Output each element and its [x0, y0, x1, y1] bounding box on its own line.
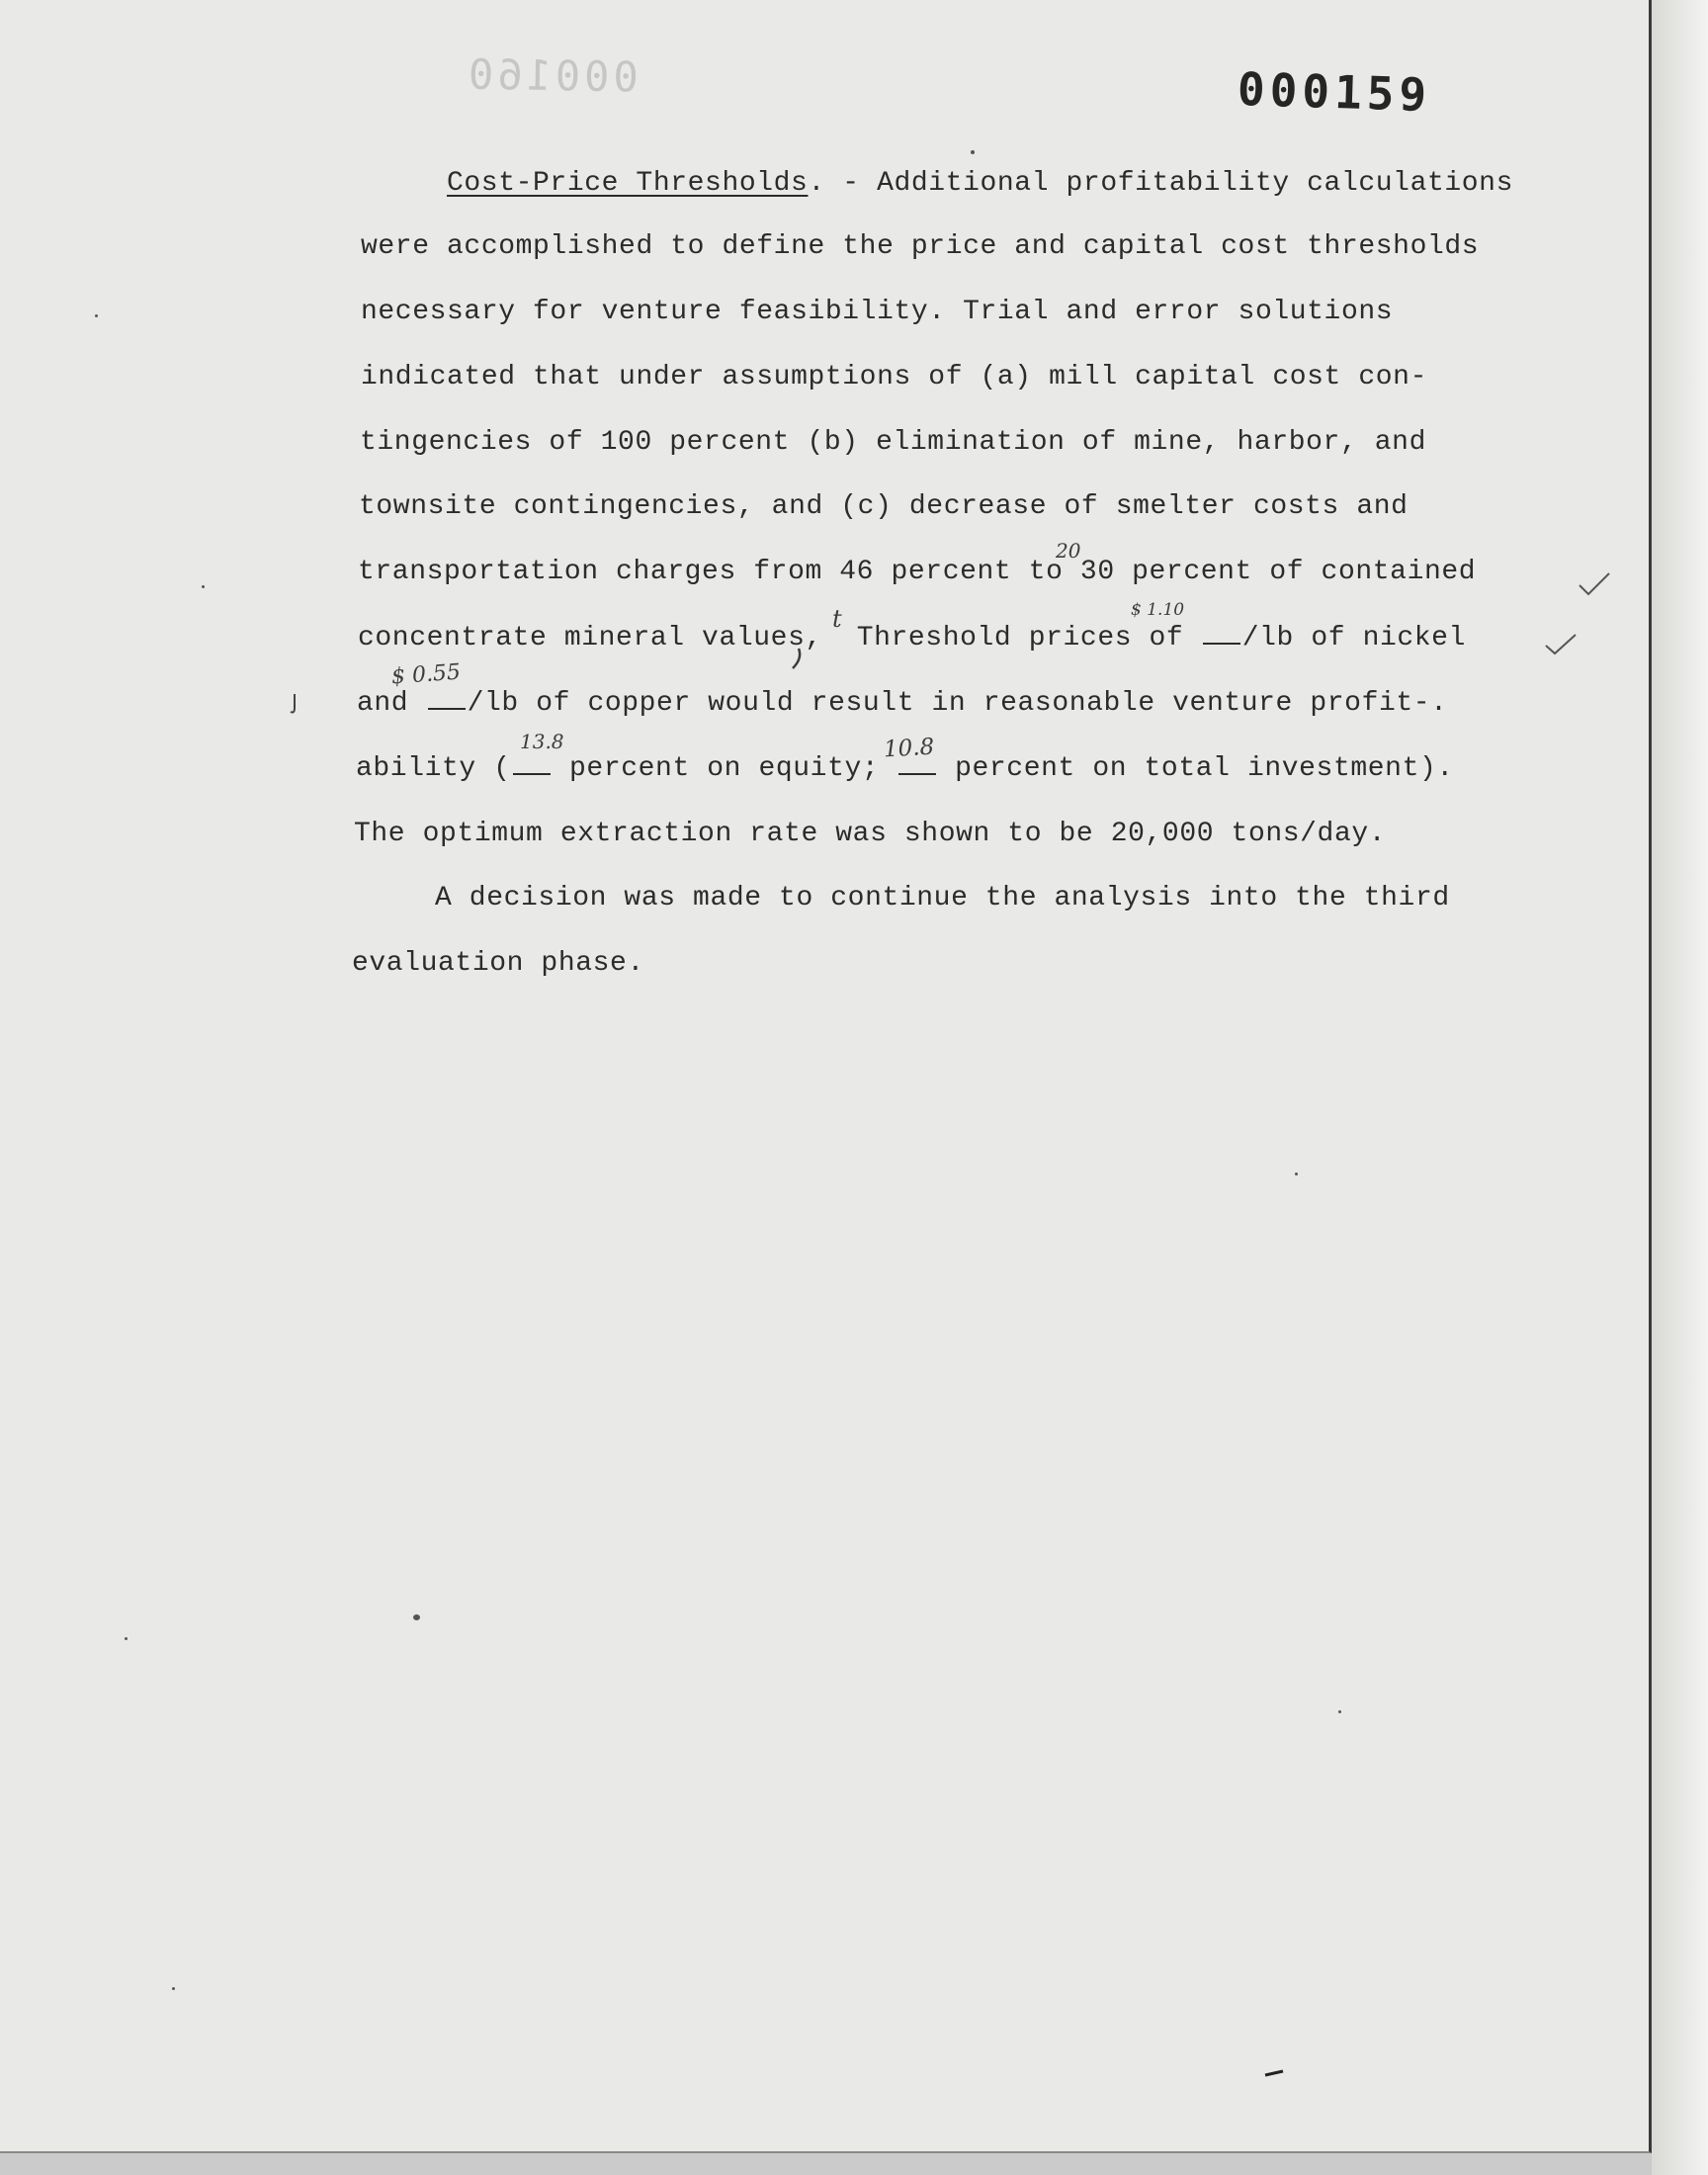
- line-4: indicated that under assumptions of (a) mill capital cost con-: [361, 362, 1427, 392]
- line-5: tingencies of 100 percent (b) elimination of mine, harbor, and: [360, 427, 1426, 458]
- investment-percent-blank: [898, 767, 936, 775]
- line-2: were accomplished to define the price and capital cost thresholds: [361, 231, 1480, 262]
- handwritten-revised-percent: 20: [1056, 539, 1081, 563]
- check-mark-icon: [1578, 571, 1611, 597]
- line-12: A decision was made to continue the analysis into the third: [435, 883, 1450, 914]
- check-mark-icon: [1544, 633, 1578, 656]
- page-number-stamp: 000159: [1237, 61, 1432, 123]
- line-7: transportation charges from 46 percent to 30 percent of contained: [358, 557, 1477, 587]
- line-11: The optimum extraction rate was shown to be 20,000 tons/day.: [354, 819, 1387, 849]
- page-edge: [1652, 0, 1708, 2175]
- speck: [413, 1614, 420, 1620]
- nickel-price-blank: [1203, 637, 1240, 645]
- speck: [172, 1987, 175, 1990]
- line-13: evaluation phase.: [352, 948, 644, 979]
- speck: [1338, 1710, 1341, 1713]
- line-10: ability ( percent on equity; percent on total investment).: [356, 753, 1454, 784]
- line-1: Cost-Price Thresholds. - Additional profitability calculations: [447, 168, 1513, 199]
- handwritten-nickel-price: $ 1.10: [1131, 600, 1185, 620]
- handwritten-equity-percent: 13.8: [520, 730, 564, 753]
- bleed-through-page-number: 000160: [464, 49, 640, 102]
- stray-mark: [1263, 2069, 1285, 2077]
- speck: [1295, 1173, 1298, 1175]
- speck: [202, 585, 205, 588]
- handwritten-insert-t: t: [832, 605, 842, 633]
- handwritten-investment-percent: 10.8: [883, 734, 935, 763]
- speck: [971, 150, 975, 154]
- equity-percent-blank: [513, 767, 551, 775]
- line-6: townsite contingencies, and (c) decrease of smelter costs and: [359, 491, 1409, 522]
- handwritten-comma-mark: [789, 647, 805, 672]
- line-8: concentrate mineral values, Threshold prices of /lb of nickel: [358, 623, 1466, 653]
- line-9: and /lb of copper would result in reasonable venture profit-.: [357, 688, 1448, 719]
- handwritten-copper-price: $ 0.55: [390, 659, 462, 690]
- speck: [95, 314, 98, 317]
- speck: [125, 1637, 128, 1640]
- section-heading: Cost-Price Thresholds: [447, 168, 809, 199]
- line-3: necessary for venture feasibility. Trial and error solutions: [361, 297, 1394, 327]
- margin-mark: [289, 692, 300, 716]
- copper-price-blank: [428, 702, 466, 710]
